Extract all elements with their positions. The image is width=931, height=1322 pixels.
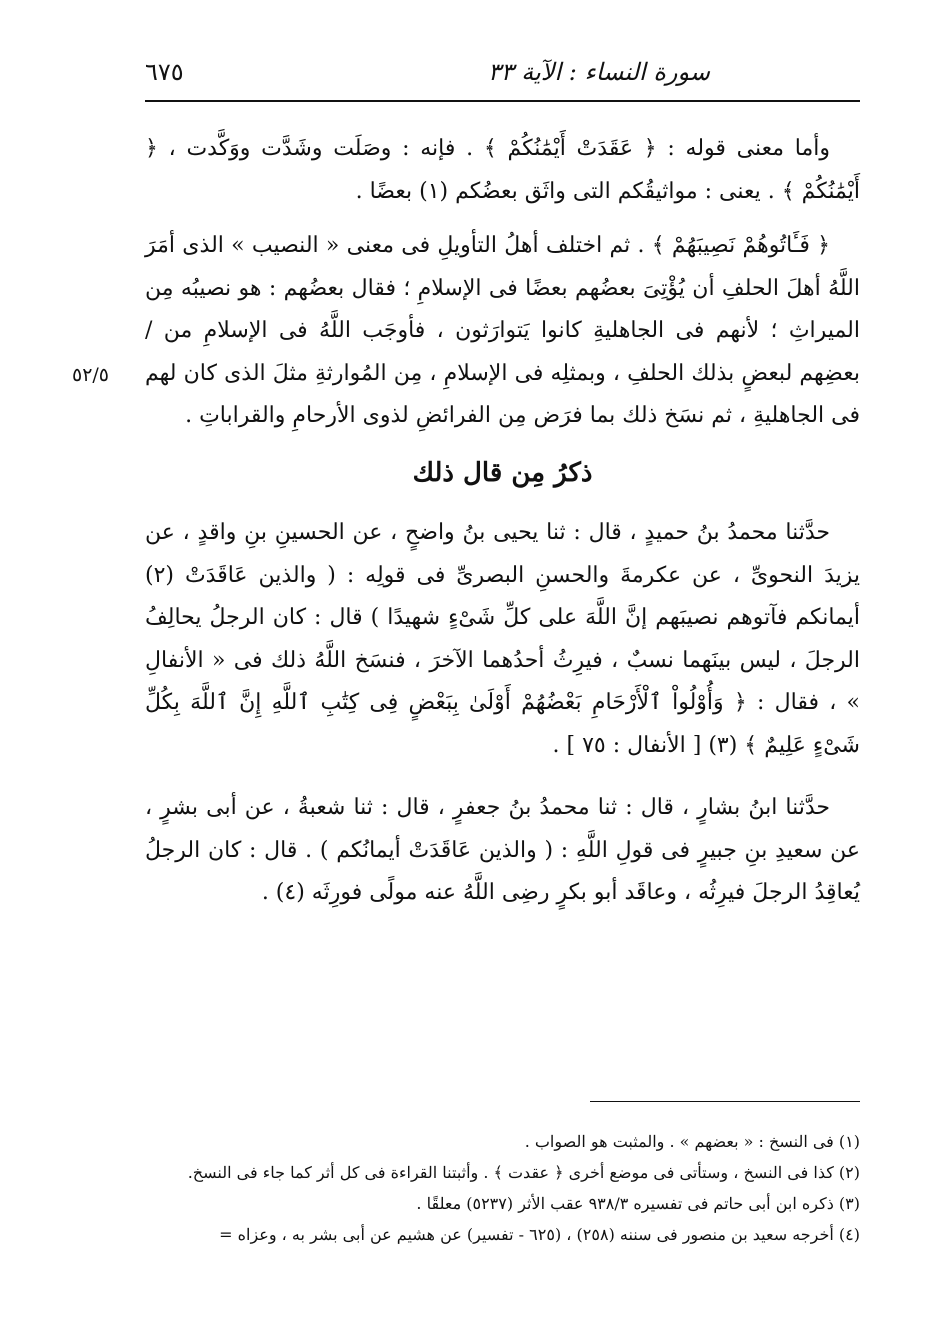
footnote-3: (٣) ذكره ابن أبى حاتم فى تفسيره ٩٣٨/٣ عقب الأثر (٥٢٣٧) معلقًا . xyxy=(416,1194,860,1213)
paragraph-meaning: وأما معنى قوله : ﴿ عَقَدَتْ أَيْمَٰنُكُمْ ﴾ . فإنه : وصَلَت وشَدَّت ووَكَّدت ، ﴿ أَيْمَٰنُكُمْ ﴾ . يعنى : مواثيقُكم التى واثَق بعضُكم (١) بعضًا . xyxy=(145,136,860,204)
footnote-1: (١) فى النسخ : « بعضهم » . والمثبت هو الصواب . xyxy=(524,1132,860,1151)
section-heading: ذكرُ مِن قال ذلك xyxy=(412,457,593,488)
margin-reference: ٥٢/٥ xyxy=(72,364,110,386)
page-header xyxy=(145,52,860,102)
footnote-separator xyxy=(590,1101,860,1102)
main-text xyxy=(145,128,860,915)
header-rule xyxy=(145,100,860,102)
footnote-2: (٢) كذا فى النسخ ، وستأتى فى موضع أخرى ﴿ عقدت ﴾ . وأثبتنا القراءة فى كل أثر كما جاء فى النسخ. xyxy=(187,1163,860,1182)
footnotes xyxy=(145,1128,860,1252)
running-title: سورة النساء : الآية ٣٣ xyxy=(487,58,710,86)
paragraph-nasib: ﴿ فَـَٔاتُوهُمْ نَصِيبَهُمْ ﴾ . ثم اختلف أهلُ التأويلِ فى معنى « النصيب » الذى أمَرَ اللَّهُ أهلَ الحلفِ أن يُؤْتِىَ بعضُهم بعضًا فى الإسلامِ ؛ فقال بعضُهم : هو نصيبُه مِن الميراثِ ؛ لأنهم فى الجاهليةِ كانوا يَتوارَثون ، فأوجَب اللَّهُ فى الإسلامِ من / بعضِهم لبعضٍ بذلك الحلفِ ، وبمثلِه فى الإسلامِ ، مِن المُوارثةِ مثلَ الذى كان لهم فى الجاهليةِ ، ثم نسَخ ذلك بما فرَض مِن الفرائضِ لذوى الأرحامِ والقراباتِ . xyxy=(145,233,860,428)
narration-1: حدَّثنا محمدُ بنُ حميدٍ ، قال : ثنا يحيى بنُ واضحٍ ، عن الحسينِ بنِ واقدٍ ، عن يزيدَ النحوىِّ ، عن عكرمةَ والحسنِ البصرىِّ فى قولِه : ( والذين عَاقَدَتْ (٢) أيمانكم فآتوهم نصيبَهم إنَّ اللَّهَ على كلِّ شَىْءٍ شهيدًا ) قال : كان الرجلُ يحالِفُ الرجلَ ، ليس بينَهما نسبٌ ، فيرِثُ أحدُهما الآخرَ ، فنسَخ اللَّهُ ذلك فى « الأنفالِ » ، فقال : ﴿ وَأُوْلُواْ ٱلْأَرْحَامِ بَعْضُهُمْ أَوْلَىٰ بِبَعْضٍ فِى كِتَٰبِ ٱللَّهِ إِنَّ ٱللَّهَ بِكُلِّ شَىْءٍ عَلِيمٌ ﴾ (٣) [ الأنفال : ٧٥ ] . xyxy=(145,520,860,758)
narration-2: حدَّثنا ابنُ بشارٍ ، قال : ثنا محمدُ بنُ جعفرٍ ، قال : ثنا شعبةُ ، عن أبى بشرٍ ، عن سعيدِ بنِ جبيرٍ فى قولِ اللَّهِ : ( والذين عَاقَدَتْ أيمانُكم ) . قال : كان الرجلُ يُعاقِدُ الرجلَ فيرِثُه ، وعاقَد أبو بكرٍ رضِى اللَّهُ عنه مولًى فورِثَه (٤) . xyxy=(145,795,860,905)
page-number: ٦٧٥ xyxy=(145,58,184,86)
footnote-4: (٤) أخرجه سعيد بن منصور فى سننه (٢٥٨) ، (٦٢٥ - تفسير) عن هشيم عن أبى بشر به ، وعزاه = xyxy=(219,1225,860,1244)
